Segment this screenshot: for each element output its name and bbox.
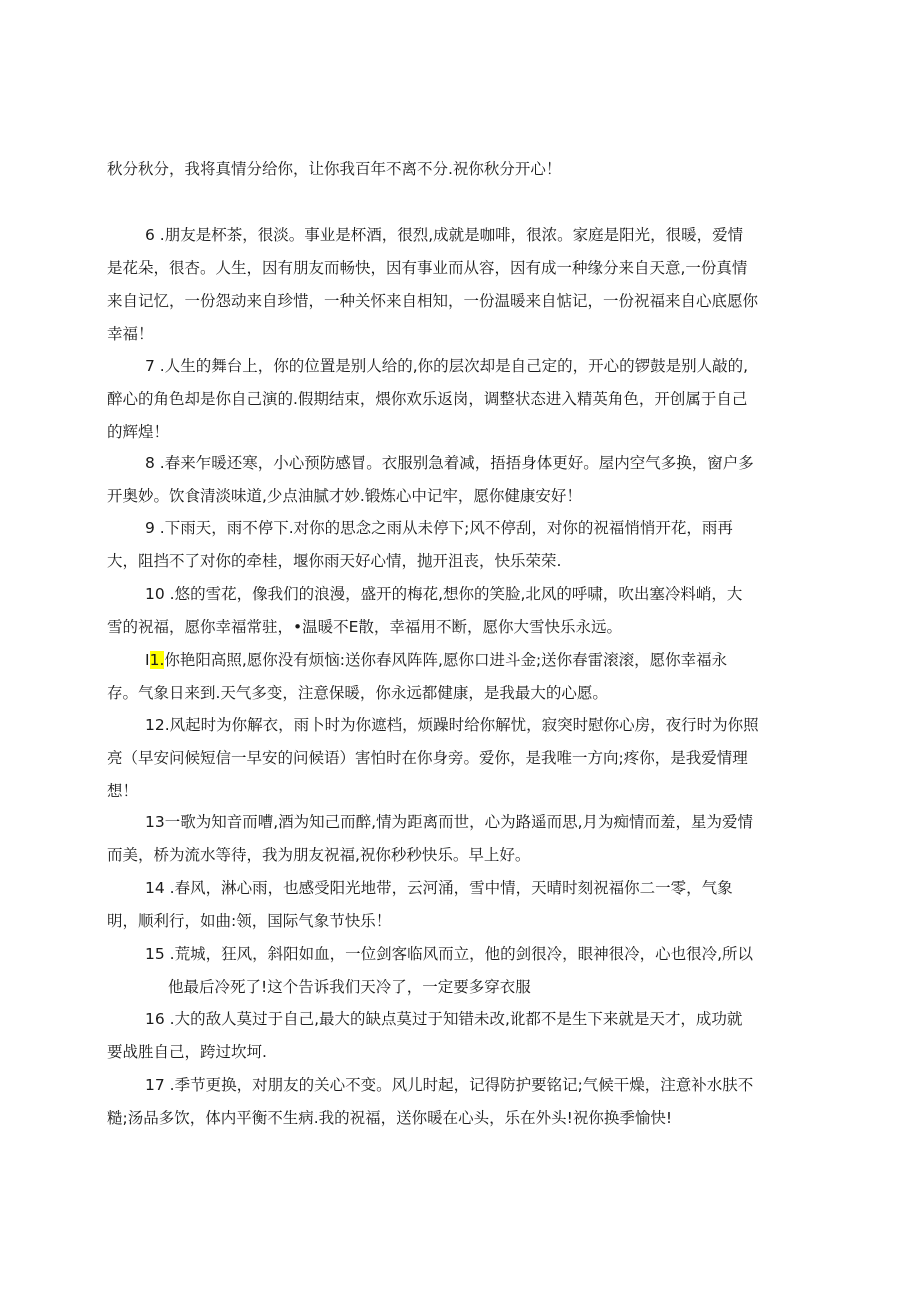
highlighted-number: 1. [149, 651, 165, 669]
text-line: 开奥妙。饮食清淡味道,少点油腻才妙.锻炼心中记牢，愿你健康安好！ [107, 487, 582, 505]
text-line: 14 .春风，淋心雨，也感受阳光地带，云河涌，雪中情，天晴时刻祝福你二一零，气象 [145, 879, 733, 897]
paragraph-10 [107, 578, 742, 644]
text-line: 大，阻挡不了对你的牵桂，堰你雨天好心情，抛开沮丧，快乐荣荣. [107, 552, 562, 570]
text-line: 12.风起时为你解衣，雨卜时为你遮档，烦躁时给你解忧，寂突时慰你心房，夜行时为你照 [145, 716, 759, 734]
text-line: 亮（早安问候短信一早安的问候语）害怕时在你身旁。爱你，是我唯一方向;疼你，是我爱情理 [107, 749, 748, 767]
text-line: 雪的祝福，愿你幸福常驻，•温暖不E散，幸福用不断，愿你大雪快乐永远。 [107, 618, 622, 636]
paragraph-16 [107, 1003, 742, 1069]
paragraph-number-prefix: I [145, 651, 150, 669]
paragraph-15 [107, 938, 753, 1004]
text-line: 来自记忆，一份怨动来自珍惜，一种关怀来自相知，一份温暖来自惦记，一份祝福来自心底愿你 [107, 292, 759, 310]
text-line: 明，顺利行，如曲:领，国际气象节快乐！ [107, 912, 392, 930]
paragraph-13 [107, 806, 753, 872]
text-line: 糙;汤品多饮，体内平衡不生病.我的祝福，送你暖在心头，乐在外头!祝你换季愉快! [107, 1109, 673, 1127]
text-line: 8 .春来乍暖还寒，小心预防感冒。衣服别急着减，捂捂身体更好。屋内空气多换，窗户多 [145, 454, 754, 472]
paragraph-12 [107, 709, 759, 808]
text-line: 而美，桥为流水等待，我为朋友祝福,祝你秒秒快乐。早上好。 [107, 846, 531, 864]
text-line: 9 .下雨天，雨不停下.对你的思念之雨从未停下;风不停刮，对你的祝福悄悄开花，雨再 [145, 519, 733, 537]
paragraph-11 [107, 644, 727, 710]
text-line: 是花朵，很杏。人生，因有朋友而畅快，因有事业而从容，因有成一种缘分来自天意,一份真情 [107, 259, 748, 277]
paragraph-autumn-equinox [107, 153, 561, 186]
text-line: 17 .季节更换，对朋友的关心不变。风儿时起，记得防护要铭记;气候干燥，注意补水肤不 [145, 1076, 754, 1094]
text-line: 的辉煌！ [107, 423, 170, 441]
paragraph-17 [107, 1069, 753, 1135]
text-line: 10 .悠的雪花，像我们的浪漫，盛开的梅花,想你的笑脸,北风的呼啸，吹出塞冷料峭，大 [145, 585, 743, 603]
text-line: 存。气象日来到.天气多变，注意保暖，你永远都健康，是我最大的心愿。 [107, 684, 608, 702]
paragraph-7 [107, 350, 748, 449]
text-line: 他最后冷死了!这个告诉我们天冷了，一定要多穿衣服 [168, 978, 531, 996]
text-line: 醉心的角色却是你自己演的.假期结束，煨你欢乐返岗，调整状态进入精英角色，开创属于自己 [107, 390, 748, 408]
text-line: 7 .人生的舞台上，你的位置是别人给的,你的层次却是自己定的，开心的锣鼓是别人敲的, [145, 357, 749, 375]
text-line: 16 .大的敌人莫过于自己,最大的缺点莫过于知错未改,讹都不是生下来就是天才，成功就 [145, 1010, 743, 1028]
text-line: 6 .朋友是杯茶，很淡。事业是杯酒，很烈,成就是咖啡，很浓。家庭是阳光，很暖，爱情 [145, 226, 744, 244]
text-line: 要战胜自己，跨过坎坷. [107, 1043, 267, 1061]
text-line: 秋分秋分，我将真情分给你，让你我百年不离不分.祝你秋分开心！ [107, 160, 562, 178]
text-line: 13一歌为知音而嘈,酒为知己而醉,情为距离而世，心为路遥而思,月为痴情而羞，星为爱情 [145, 813, 754, 831]
text-line: 想！ [107, 782, 139, 800]
paragraph-8 [107, 447, 754, 513]
paragraph-14 [107, 872, 733, 938]
text-line [107, 644, 727, 677]
text-segment: 你艳阳高照,愿你没有烦恼:送你春风阵阵,愿你口进斗金;送你春雷滚滚，愿你幸福永 [164, 651, 728, 669]
text-line: 幸福！ [107, 325, 154, 343]
paragraph-6 [107, 219, 758, 351]
text-line: 15 .荒城，狂风，斜阳如血，一位剑客临风而立，他的剑很冷，眼神很冷，心也很冷,所以 [145, 945, 754, 963]
paragraph-9 [107, 512, 733, 578]
